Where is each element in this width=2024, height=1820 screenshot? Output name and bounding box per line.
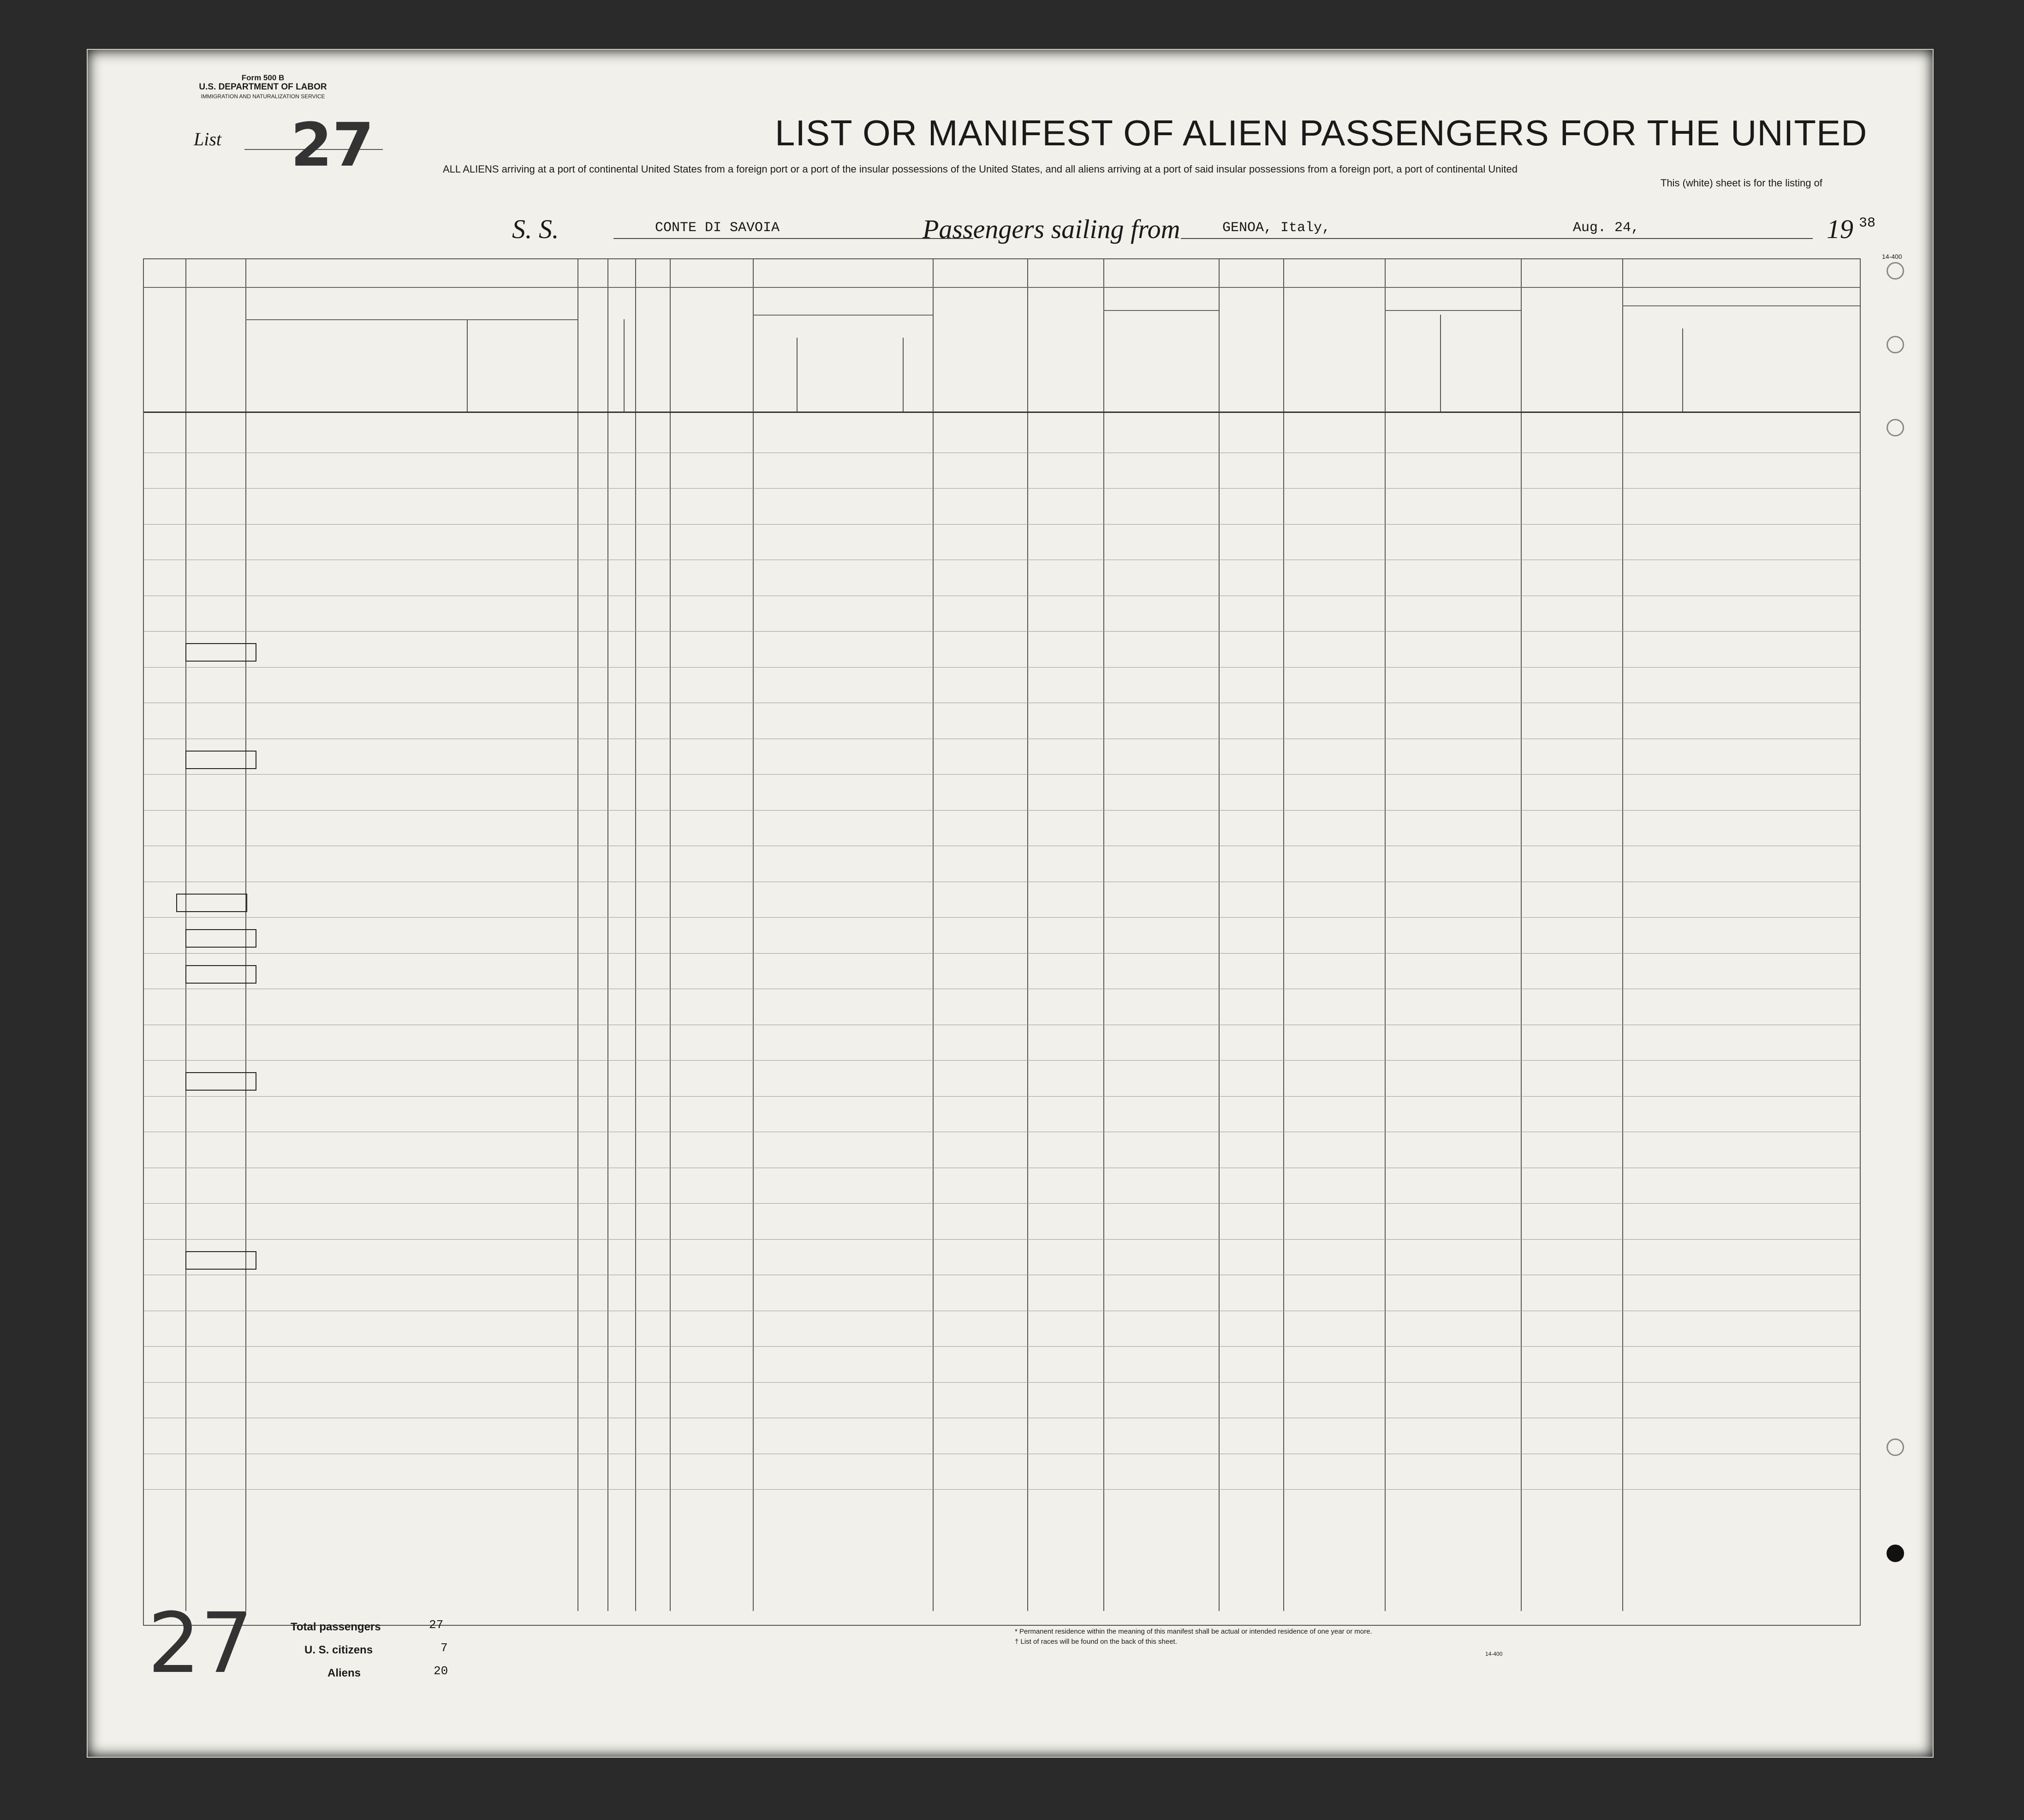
list-label: List [194,129,222,149]
column-divider [577,259,578,1611]
footnote-residence: * Permanent residence within the meaning of this manifest shall be actual or intended residence of one year or more. [1015,1628,1372,1635]
column-subdivider [624,319,625,412]
row-rule [144,774,1860,775]
row-rule [144,1346,1860,1347]
column-subdivider [1440,315,1441,412]
column-divider [635,259,636,1611]
column-divider [1385,259,1386,1611]
form-number: Form 500 B [241,73,285,82]
column-divider [1521,259,1522,1611]
header-rule [245,319,577,320]
aliens-count: 20 [434,1664,448,1678]
us-citizen-stamp [185,1072,256,1091]
service: IMMIGRATION AND NATURALIZATION SERVICE [201,93,325,100]
manifest-sheet [88,50,1933,1757]
column-divider [1622,259,1623,1611]
row-rule [144,810,1860,811]
ship-name: CONTE DI SAVOIA [655,220,780,236]
row-rule [144,667,1860,668]
port-name: GENOA, Italy, [1222,220,1331,236]
row-rule [144,1203,1860,1204]
footer-big-number: 27 [148,1595,254,1692]
us-citizen-stamp [185,1251,256,1270]
subtitle-line1: ALL ALIENS arriving at a port of continental United States from a foreign port or a port of the insular possessions of the United States, and all aliens arriving at a port of said insular possessions from a foreign port, a port of continental United [443,163,1518,175]
header-rule [144,287,1860,288]
column-divider [607,259,608,1611]
us-citizens-label: U. S. citizens [304,1644,373,1656]
us-citizen-stamp [185,751,256,769]
punch-hole [1887,336,1904,353]
sailing-label: Passengers sailing from [923,214,1180,244]
footer-form-code: 14-400 [1485,1651,1503,1657]
row-rule [144,1489,1860,1490]
header-rule [144,412,1860,413]
column-divider [933,259,934,1611]
column-subdivider [797,338,798,412]
row-rule [144,917,1860,918]
ship-underline [613,238,973,239]
row-rule [144,1060,1860,1061]
header-rule [753,315,933,316]
total-passengers-label: Total passengers [291,1621,381,1633]
header-rule [1622,305,1860,306]
list-number: 27 [291,110,374,180]
date-underline [1536,238,1813,239]
column-divider [1027,259,1028,1611]
punch-hole [1887,419,1904,436]
footnote-races: † List of races will be found on the back of this sheet. [1015,1638,1177,1646]
header-rule [1385,310,1521,311]
row-rule [144,488,1860,489]
column-subdivider [1219,259,1220,412]
sail-date: Aug. 24, [1573,220,1640,236]
total-passengers: 27 [429,1618,444,1632]
year: 38 [1859,215,1876,231]
column-subdivider [1103,259,1104,412]
punch-hole [1887,262,1904,280]
column-divider [1103,259,1104,1611]
row-rule [144,953,1860,954]
us-citizens: 7 [441,1641,448,1655]
corner-code: 14-400 [1882,253,1902,260]
us-citizen-stamp [185,965,256,984]
manifest-title: LIST OR MANIFEST OF ALIEN PASSENGERS FOR THE UNITED [775,113,1868,153]
row-rule [144,631,1860,632]
column-divider [753,259,754,1611]
row-rule [144,1382,1860,1383]
column-subdivider [1682,328,1683,412]
header-rule [1103,310,1219,311]
year-prefix: 19 [1827,214,1853,244]
punch-hole [1887,1545,1904,1562]
us-citizen-stamp [176,894,247,912]
punch-hole [1887,1438,1904,1456]
column-subdivider [903,338,904,412]
column-divider [670,259,671,1611]
column-divider [1283,259,1284,1611]
row-rule [144,1096,1860,1097]
ss-label: S. S. [512,214,559,244]
department: U.S. DEPARTMENT OF LABOR [199,82,327,92]
port-underline [1181,238,1573,239]
row-rule [144,1239,1860,1240]
column-subdivider [467,319,468,412]
us-citizen-stamp [185,643,256,662]
column-divider [1219,259,1220,1611]
subtitle-line2: This (white) sheet is for the listing of [1661,177,1822,189]
manifest-table [143,258,1861,1626]
us-citizen-stamp [185,929,256,948]
row-rule [144,524,1860,525]
aliens-label: Aliens [327,1667,361,1679]
column-subdivider [607,259,608,412]
